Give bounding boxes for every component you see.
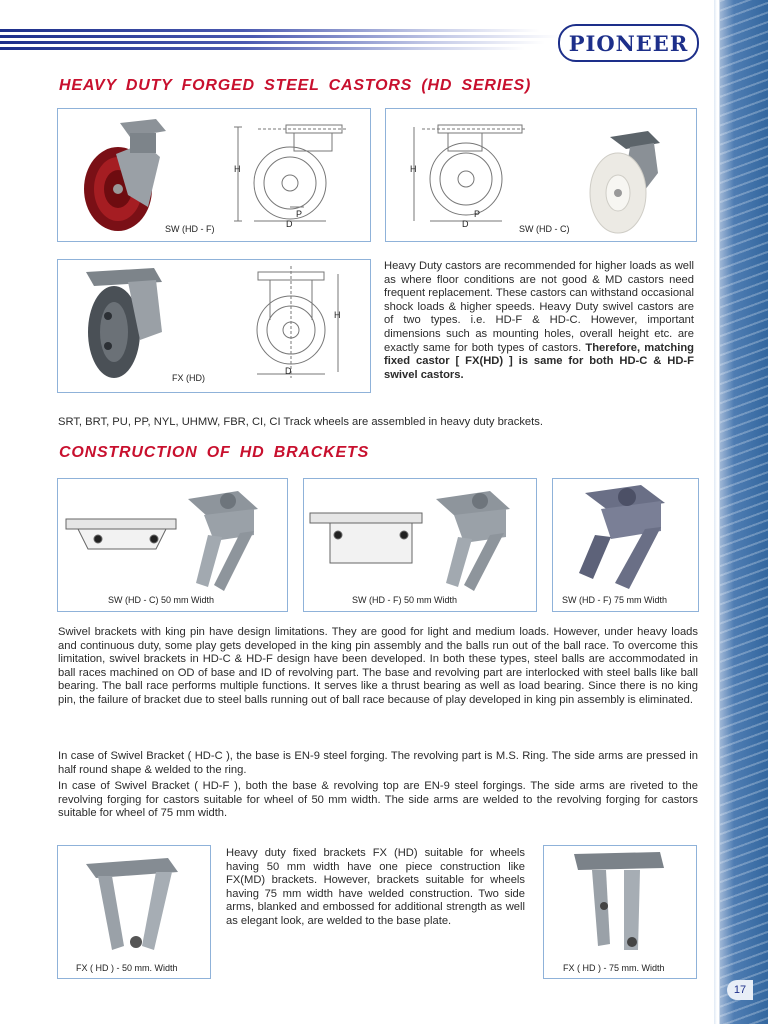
red-castor-image (58, 109, 370, 241)
intro-paragraph (384, 260, 694, 382)
figure-caption: FX ( HD ) - 75 mm. Width (563, 963, 665, 973)
figure-fx-hd-50 (57, 845, 211, 979)
figure-caption: FX ( HD ) - 50 mm. Width (76, 963, 178, 973)
dim-d-label: D (285, 366, 292, 376)
bracket-hd-c-image (58, 479, 287, 611)
section-title-hd-series: HEAVY DUTY FORGED STEEL CASTORS (HD SERIES) (59, 77, 532, 94)
page-number: 17 (727, 980, 753, 1000)
white-castor-image (386, 109, 696, 241)
fixed-bracket-paragraph: Heavy duty fixed brackets FX (HD) suitable for wheels having 50 mm width have one piece construction like FX(MD) brackets. However, brackets suitable for wheels having 75 mm width have welded construction. Two side arms, blanked and embossed for additional strength as well as elegant look, are welded to the base plate. (226, 847, 525, 927)
intro-text: Heavy Duty castors are recommended for higher loads as well as where floor conditions are not good & MD castors need frequent replacement. These castors can withstand occasional shock loads & higher speeds. Heavy Duty swivel castors are of two types. i.e. HD-F & HD-C. However, important dimensions such as mounting holes, overall height etc. are exactly same for both types of castors. (384, 260, 694, 354)
wheels-line: SRT, BRT, PU, PP, NYL, UHMW, FBR, CI, CI Track wheels are assembled in heavy duty brackets. (58, 416, 543, 428)
figure-bracket-hd-c (57, 478, 288, 612)
construction-paragraph-2: In case of Swivel Bracket ( HD-C ), the base is EN-9 steel forging. The revolving part is M.S. Ring. The side arms are pressed in half round shape & welded to the ring. (58, 750, 698, 776)
dim-h-label: H (234, 164, 241, 174)
figure-caption: SW (HD - F) 75 mm Width (562, 595, 667, 605)
fx-hd-50-image (58, 846, 210, 978)
dim-h-label: H (410, 164, 417, 174)
figure-fx-hd-75 (543, 845, 697, 979)
figure-caption: FX (HD) (172, 373, 205, 383)
dim-p-label: P (296, 209, 303, 219)
dim-h-label: H (334, 310, 341, 320)
header-stripe (0, 29, 540, 32)
pioneer-logo (558, 24, 699, 62)
dim-p-label: P (474, 209, 481, 219)
intro-bold-text: Therefore, matching fixed castor [ FX(HD) ] is same for both HD-C & HD-F swivel castors. (384, 341, 694, 381)
fixed-castor-image (58, 260, 370, 392)
figure-caption: SW (HD - F) 50 mm Width (352, 595, 457, 605)
figure-caption: SW (HD - F) (165, 224, 215, 234)
figure-bracket-hd-f-75 (552, 478, 699, 612)
figure-caption: SW (HD - C) (519, 224, 570, 234)
figure-bracket-hd-f-50 (303, 478, 537, 612)
figure-sw-hd-f (57, 108, 371, 242)
figure-fx-hd (57, 259, 371, 393)
dim-d-label: D (462, 219, 469, 229)
figure-sw-hd-c (385, 108, 697, 242)
bracket-hd-f-50-image (304, 479, 536, 611)
logo-text: PIONEER (568, 30, 689, 56)
figure-caption: SW (HD - C) 50 mm Width (108, 595, 215, 605)
sidebar-texture (720, 0, 768, 1024)
dim-d-label: D (286, 219, 293, 229)
construction-paragraph-3: In case of Swivel Bracket ( HD-F ), both the base & revolving top are EN-9 steel forgings. The side arms are riveted to the revolving forging for castors suitable for wheel of 50 mm width. The side arms are welded to the revolving forging for castors suitable for wheel of 75 mm width. (58, 780, 698, 820)
header-stripe (0, 47, 525, 50)
fx-hd-75-image (544, 846, 696, 978)
construction-paragraph-1: Swivel brackets with king pin have design limitations. They are good for light and medium loads. However, under heavy loads and continuous duty, some play gets developed in the king pin assembly and the balls run out of the ball race. To overcome this limitation, swivel brackets in HD-C & HD-F design have been developed. In both these types, steel balls are accommodated in ball races machined on OD of base and ID of revolving part. The base and revolving part are interlocked with steel balls like ball bearing. The ball race performs multiple functions. It serves like a thrust bearing as well as load bearing. Since there is no king pin, the failure of bracket due to steel balls running out of ball race because of play developed in king pin assembly is eliminated. (58, 626, 698, 706)
bracket-hd-f-75-image (553, 479, 698, 611)
section-title-construction: CONSTRUCTION OF HD BRACKETS (59, 444, 370, 461)
header-stripe (0, 41, 545, 44)
header-stripe (0, 35, 560, 38)
